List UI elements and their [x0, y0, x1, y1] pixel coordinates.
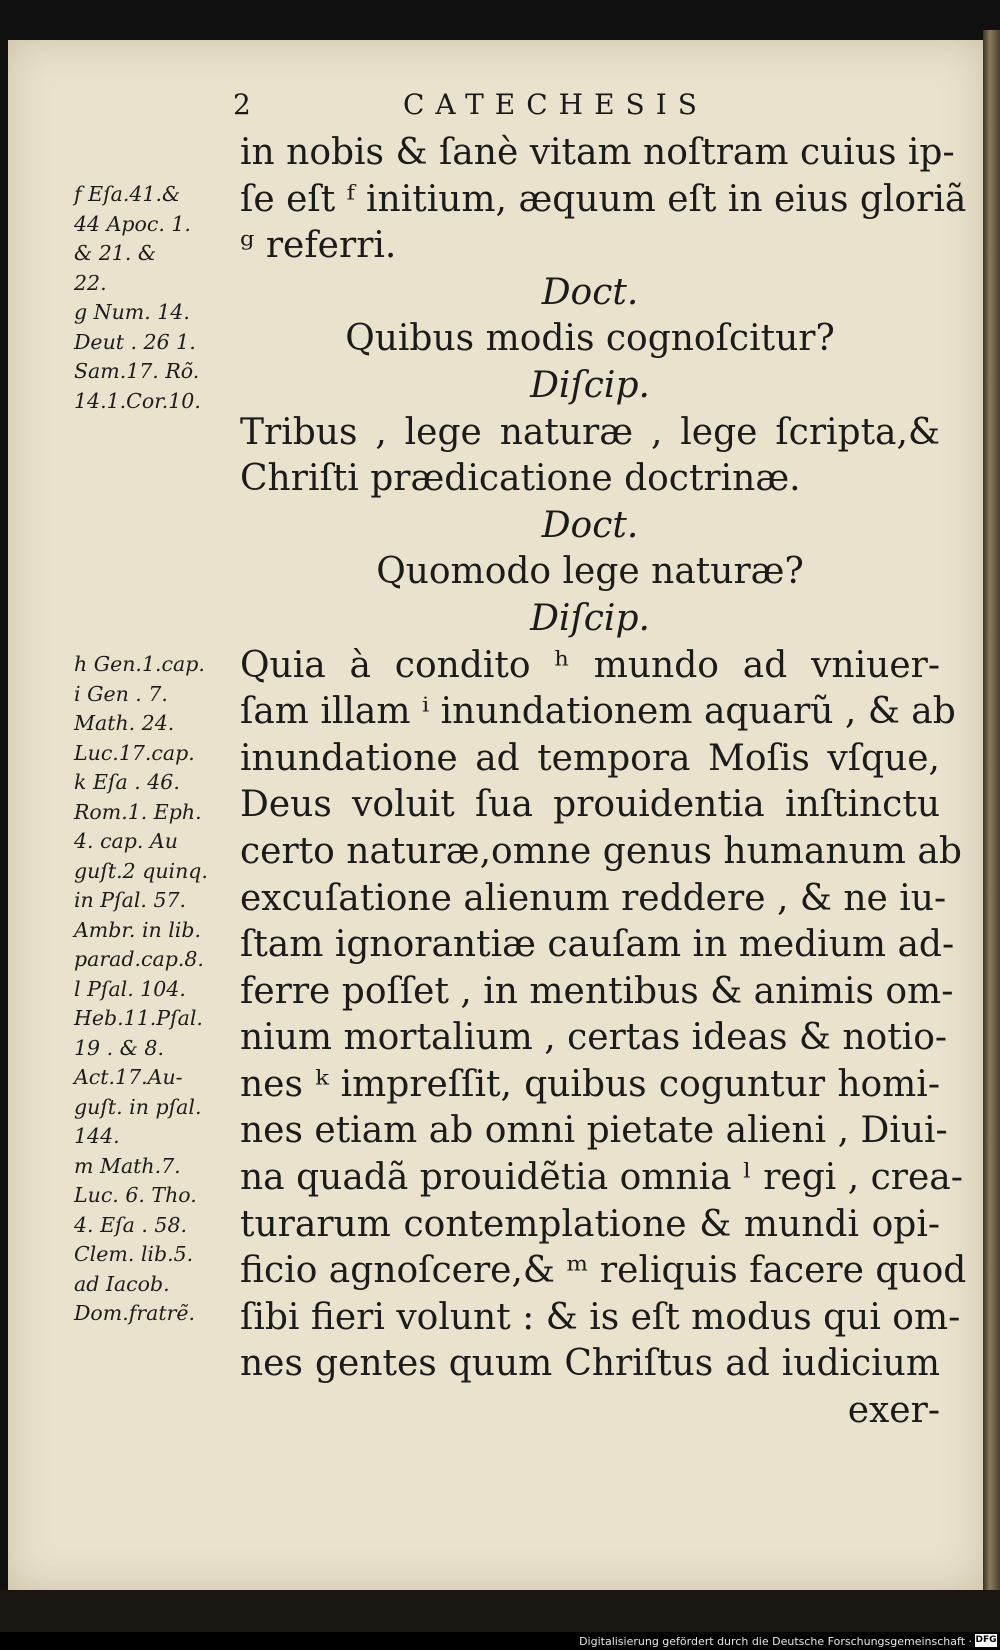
text-line: turarum contemplatione & mundi opi-	[240, 1203, 940, 1245]
margin-note: f Eſa.41.&	[74, 182, 181, 206]
text-line: na quadã prouidẽtia omnia ˡ regi , crea-	[240, 1157, 963, 1199]
dfg-logo: DFG	[975, 1635, 997, 1645]
text-line: in nobis & ſanè vitam noſtram cuius ip-	[240, 132, 955, 173]
margin-note: i Gen . 7.	[74, 681, 168, 706]
text-line: ſe eſt ᶠ initium, æquum eſt in eius gloriã	[240, 178, 967, 220]
text-line: nium mortalium , certas ideas & notio-	[240, 1017, 948, 1059]
text-line: Chriſti prædicatione doctrinæ.	[240, 458, 801, 500]
margin-note: 4. cap. Au	[74, 829, 178, 853]
margin-note: Ambr. in lib.	[74, 917, 201, 942]
margin-note: l Pſal. 104.	[74, 976, 186, 1001]
running-title: CATECHESIS	[403, 88, 708, 121]
margin-note: Luc.17.cap.	[74, 740, 195, 765]
text-line: nes gentes quum Chriſtus ad iudicium	[240, 1343, 940, 1385]
margin-note: Clem. lib.5.	[74, 1242, 194, 1266]
margin-note: & 21. &	[74, 241, 157, 265]
text-line: Deus voluit ſua prouidentia inſtinctu	[240, 784, 940, 826]
text-line: excuſatione alienum reddere , & ne iu-	[240, 877, 947, 919]
page-number: 2	[233, 88, 251, 121]
question-line: Quomodo lege naturæ?	[376, 551, 804, 593]
book-edge	[983, 30, 1000, 1610]
margin-note: guſt.2 quinq.	[74, 858, 208, 883]
margin-note: guſt. in pſal.	[74, 1094, 202, 1119]
margin-notes-top	[74, 180, 234, 416]
margin-note: 14.1.Cor.10.	[74, 388, 201, 413]
text-line: Tribus , lege naturæ , lege ſcripta,&	[240, 411, 940, 453]
margin-note: Heb.11.Pſal.	[74, 1006, 203, 1030]
margin-note: 44 Apoc. 1.	[74, 211, 191, 236]
text-line: ſam illam ⁱ inundationem aquarũ , & ab	[240, 691, 956, 733]
margin-note: m Math.7.	[74, 1153, 181, 1178]
speaker-label: Doct.	[541, 271, 639, 313]
margin-note: 19 . & 8.	[74, 1035, 164, 1060]
text-line: ferre poſſet , in mentibus & animis om-	[240, 970, 954, 1012]
page-header	[233, 88, 933, 128]
margin-note: Luc. 6. Tho.	[74, 1183, 197, 1207]
speaker-label: Diſcip.	[530, 364, 650, 406]
margin-note: h Gen.1.cap.	[74, 652, 205, 676]
speaker-label: Doct.	[541, 504, 639, 546]
margin-note: Dom.fratrẽ.	[74, 1301, 196, 1325]
text-line: ᵍ referri.	[240, 225, 397, 267]
text-line: Quia à condito ʰ mundo ad vniuer-	[240, 644, 940, 686]
margin-note: 4. Eſa . 58.	[74, 1212, 188, 1237]
text-line: ficio agnoſcere,& ᵐ reliquis facere quod	[240, 1250, 967, 1292]
text-line: ſibi fieri volunt : & is eſt modus qui om-	[240, 1296, 961, 1338]
margin-note: g Num. 14.	[74, 300, 190, 324]
margin-note: Sam.17. Rõ.	[74, 359, 200, 383]
margin-note: Math. 24.	[74, 711, 175, 735]
margin-notes-bottom	[74, 650, 234, 1329]
digitization-footer	[0, 1632, 1000, 1650]
text-line: inundatione ad tempora Moſis vſque,	[240, 737, 940, 779]
text-line: nes etiam ab omni pietate alieni , Diui-	[240, 1110, 948, 1152]
footer-credit: Digitalisierung gefördert durch die Deutsche Forschungsgemeinschaft ·	[579, 1635, 972, 1648]
catchword: exer-	[847, 1390, 940, 1432]
margin-note: ad Iacob.	[74, 1271, 170, 1296]
margin-note: 22.	[74, 270, 107, 295]
main-text	[240, 130, 967, 1435]
speaker-label: Diſcip.	[530, 597, 650, 639]
margin-note: Deut . 26 1.	[74, 329, 196, 354]
text-line: ſtam ignorantiæ cauſam in medium ad-	[240, 924, 955, 966]
margin-note: in Pſal. 57.	[74, 888, 187, 912]
margin-note: 144.	[74, 1124, 120, 1148]
margin-note: Rom.1. Eph.	[74, 799, 202, 824]
page-bottom-shadow	[0, 1590, 1000, 1632]
margin-note: Act.17.Au-	[74, 1065, 183, 1089]
question-line: Quibus modis cognoſcitur?	[345, 318, 835, 360]
margin-note: k Eſa . 46.	[74, 770, 180, 794]
margin-note: parad.cap.8.	[74, 947, 204, 971]
text-line: certo naturæ,omne genus humanum ab	[240, 830, 962, 872]
text-line: nes ᵏ impreſſit, quibus coguntur homi-	[240, 1063, 940, 1105]
